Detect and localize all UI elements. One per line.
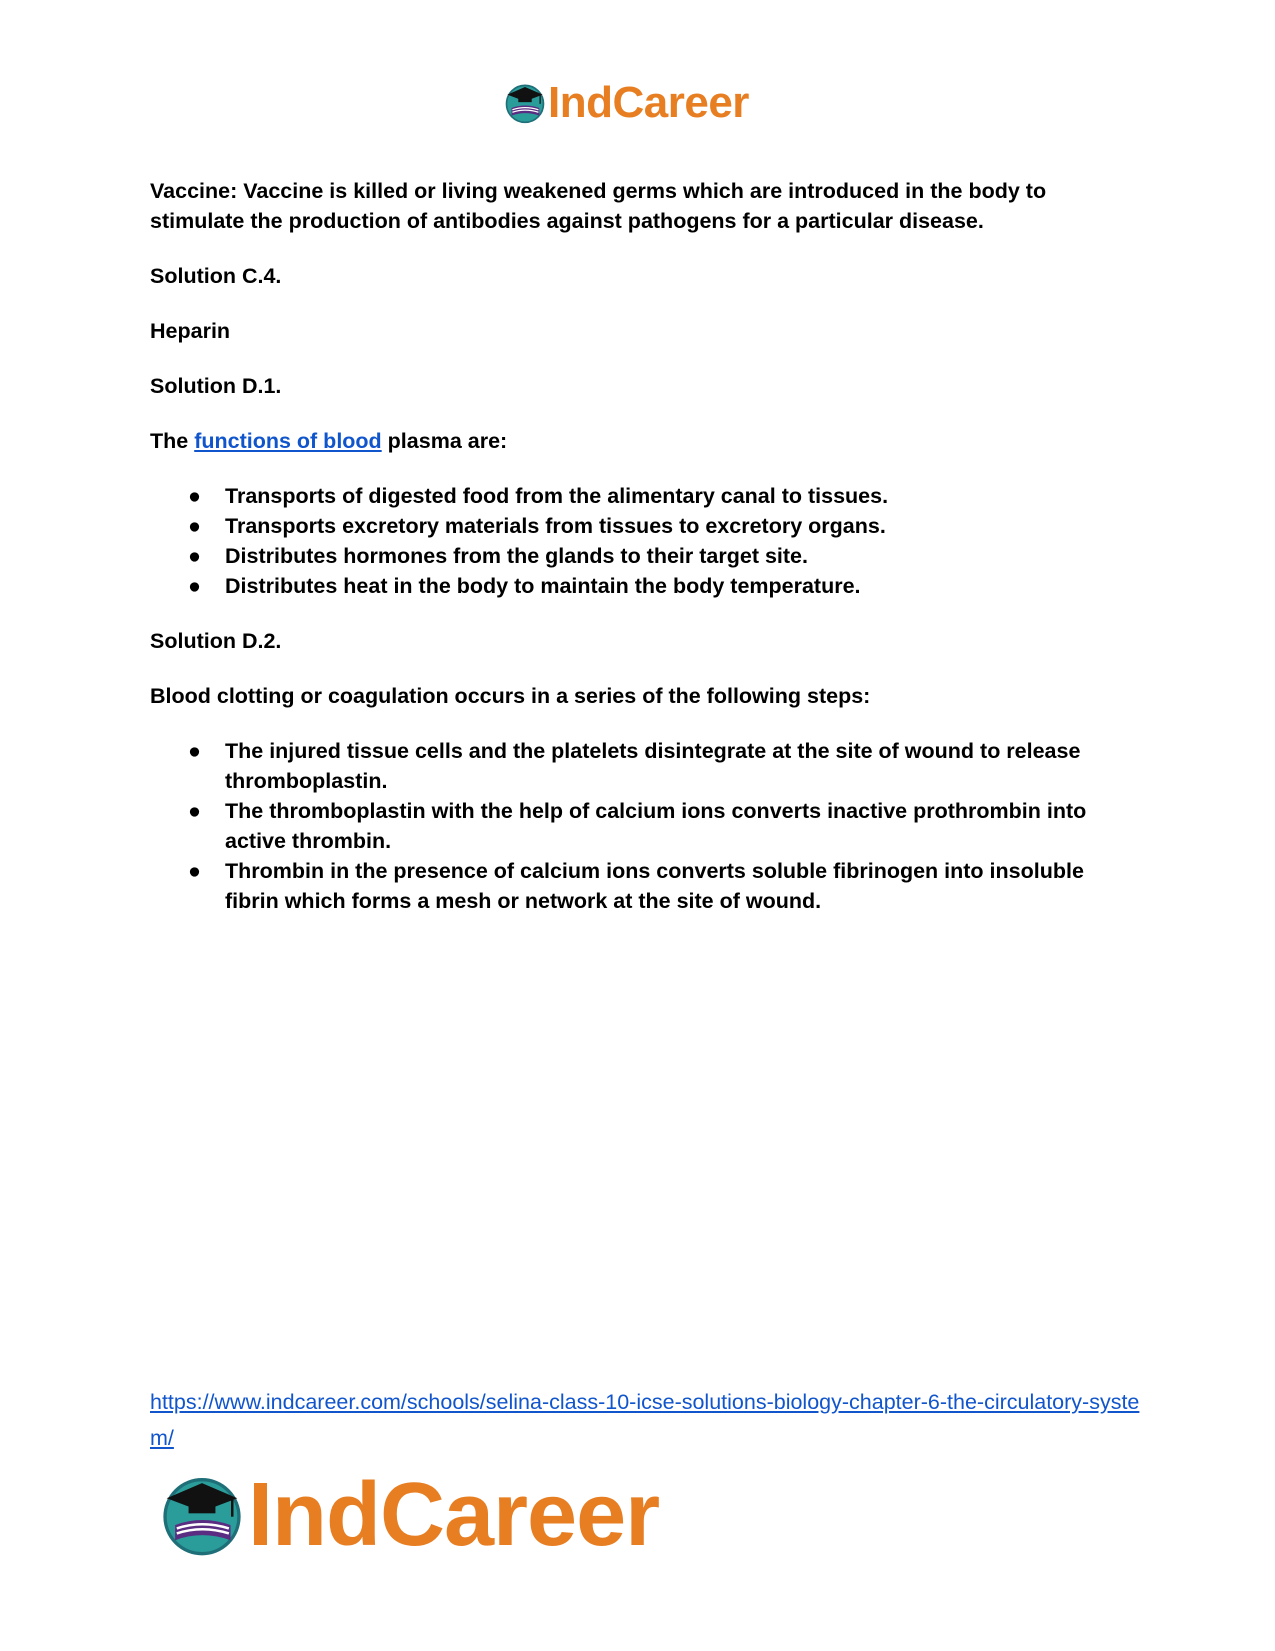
footer-logo [160,1465,660,1565]
solution-d1-heading: Solution D.1. [150,374,282,398]
bullet-icon: ● [188,739,201,763]
list-item-text: Transports of digested food from the alimentary canal to tissues. [225,484,889,508]
footer-logo-text: IndCareer [248,1465,660,1565]
plasma-intro-before: The [150,429,195,453]
graduation-cap-book-globe-icon [504,82,546,124]
bullet-icon: ● [188,859,201,883]
bullet-icon: ● [188,514,201,538]
solution-d2-heading: Solution D.2. [150,629,282,653]
footer-url-link[interactable]: https://www.indcareer.com/schools/selina-class-10-icse-solutions-biology-chapter-6-the-circulatory-system/ [150,1390,1140,1450]
list-item [150,541,1130,571]
plasma-intro-after: plasma are: [381,429,508,453]
graduation-cap-book-globe-icon [160,1473,244,1557]
document-body [150,176,1130,941]
header-logo [504,78,749,128]
clotting-intro: Blood clotting or coagulation occurs in a series of the following steps: [150,684,871,708]
list-item-text: Distributes hormones from the glands to their target site. [225,544,808,568]
list-item [150,796,1130,856]
list-item [150,511,1130,541]
list-item-text: Distributes heat in the body to maintain the body temperature. [225,574,861,598]
plasma-functions-list [150,481,1130,601]
vaccine-paragraph: Vaccine: Vaccine is killed or living weakened germs which are introduced in the body to stimulate the production of antibodies against pathogens for a particular disease. [150,179,1047,233]
bullet-icon: ● [188,799,201,823]
plasma-intro [150,426,1130,456]
list-item-text: Transports excretory materials from tissues to excretory organs. [225,514,886,538]
bullet-icon: ● [188,544,201,568]
bullet-icon: ● [188,574,201,598]
list-item-text: The thromboplastin with the help of calcium ions converts inactive prothrombin into active thrombin. [225,799,1087,853]
clotting-steps-list [150,736,1130,916]
list-item-text: The injured tissue cells and the platelets disintegrate at the site of wound to release thromboplastin. [225,739,1081,793]
list-item [150,571,1130,601]
list-item [150,856,1130,916]
solution-c4-heading: Solution C.4. [150,264,282,288]
list-item [150,481,1130,511]
list-item-text: Thrombin in the presence of calcium ions converts soluble fibrinogen into insoluble fibrin which forms a mesh or network at the site of wound. [225,859,1084,913]
heparin-answer: Heparin [150,319,231,343]
list-item [150,736,1130,796]
functions-of-blood-link[interactable]: functions of blood [194,429,382,453]
header-logo-text: IndCareer [548,78,749,127]
bullet-icon: ● [188,484,201,508]
